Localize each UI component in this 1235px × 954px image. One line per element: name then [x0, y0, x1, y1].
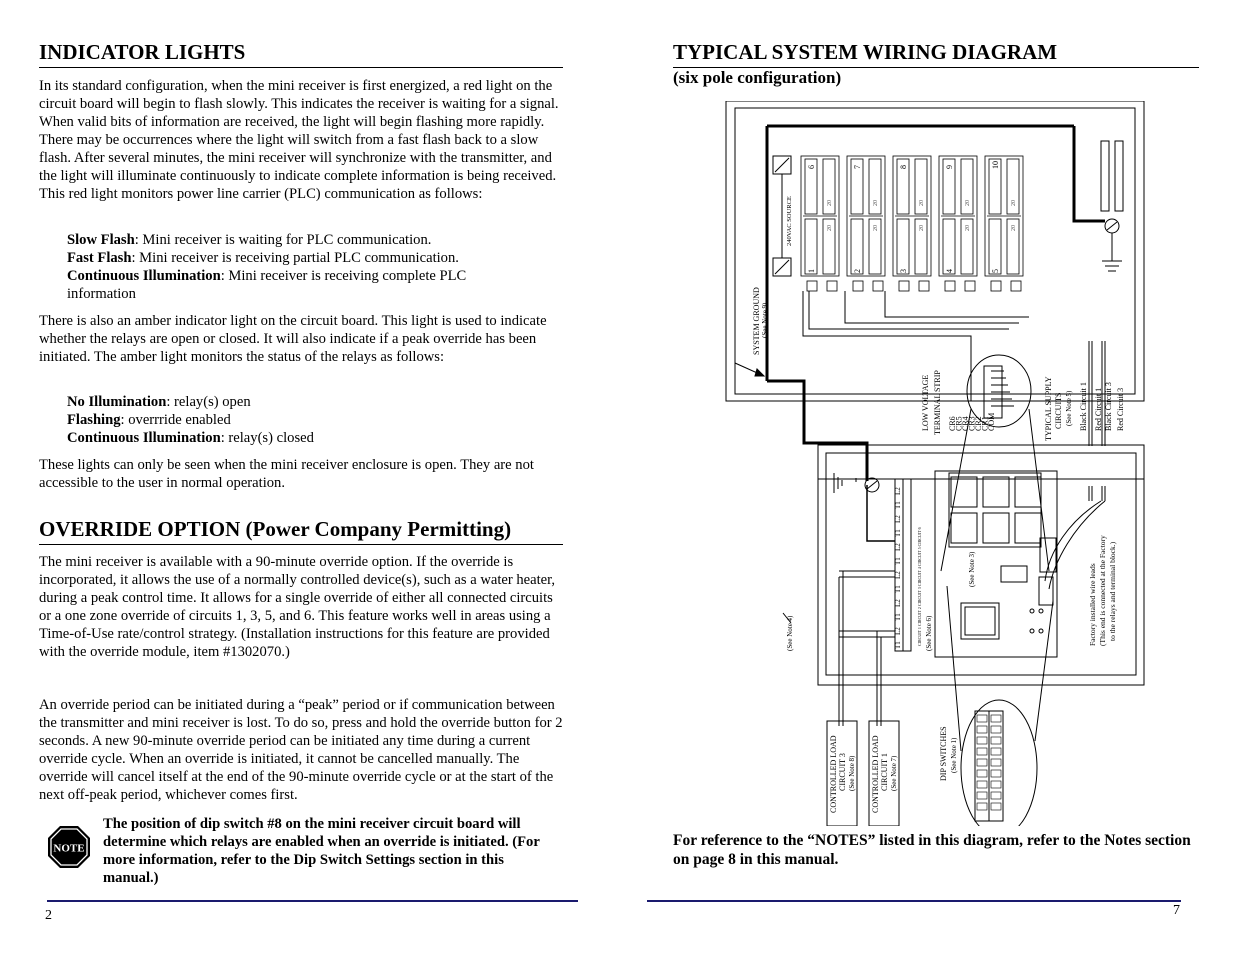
left-page	[39, 0, 563, 954]
breaker-rating: 20	[827, 200, 833, 206]
visibility-text: These lights can only be seen when the mini receiver enclosure is open. They are not accessible to the user in normal operation.	[39, 457, 534, 491]
see-note-3: (See Note 3)	[968, 551, 976, 587]
terminal-label: CR6	[948, 416, 957, 431]
terminal-block-label: L2	[894, 627, 902, 635]
wiring-diagram	[709, 101, 1189, 831]
dip-switch-toggle	[991, 748, 1001, 755]
dip-switch-toggle	[991, 715, 1001, 722]
breaker-number-top: 9	[945, 165, 954, 169]
amber-light-states	[67, 393, 537, 447]
wiring-diagram-svg	[709, 101, 1189, 826]
see-note-6: (See Note 6)	[925, 615, 933, 651]
override-para-1: The mini receiver is available with a 90-minute override option. If the override is incorporated, it allows the use of a normally controlled device(s), such as a water heater, during a peak control time. It allows for a single override of either all connected circuits or a one zone override of circuits 1, 3, 5, and 6. This feature works well in areas using a Time-of-Use rate/control strategy. (Installation instructions for this feature are provided with the override module, item #1302070.)	[39, 554, 556, 660]
wiring-heading: TYPICAL SYSTEM WIRING DIAGRAM	[673, 40, 1199, 68]
screw-terminal	[873, 281, 883, 291]
terminal-block-label: L2	[894, 543, 902, 551]
breaker-rating: 20	[873, 200, 879, 206]
red-state-slow: Slow Flash: Mini receiver is waiting for PLC communication.	[67, 232, 432, 248]
terminal-label: COM	[987, 412, 996, 431]
terminal-block-label: T1	[894, 501, 902, 509]
dip-switch-toggle	[991, 759, 1001, 766]
red-circuit-1: Red Circuit 1	[1094, 387, 1103, 431]
note-text: The position of dip switch #8 on the mini receiver circuit board will determine which relays are enabled when an override is initiated. (For more information, refer to the Dip Switch Settings section in this manual.)	[103, 816, 540, 886]
breaker-number-bottom: 1	[807, 269, 816, 273]
breaker-bank	[801, 156, 1023, 291]
dip-switch-toggle	[991, 737, 1001, 744]
factory-leads-2: (This end is connected at the Factory	[1098, 535, 1107, 646]
dip-switch-toggle	[991, 770, 1001, 777]
amber-state-flashing: Flashing: overrride enabled	[67, 412, 231, 428]
dip-switch-toggle	[991, 803, 1001, 810]
breaker-number-top: 7	[853, 165, 862, 169]
note-icon-label: NOTE	[53, 842, 85, 855]
black-circuit-1: Black Circuit 1	[1079, 382, 1088, 431]
breaker-rating: 20	[919, 225, 925, 231]
screw-terminal	[899, 281, 909, 291]
override-para-2: An override period can be initiated during a “peak” period or if communication between the transmitter and mini receiver is lost. To do so, press and hold the override button for 2 seconds. A new 90-minute override period can be initiated any time during a current override cycle. When an override is initiated, it cannot be cancelled manually. The override will cancel itself at the end of the 90-minute override cycle or at the start of the next off-peak period, whichever comes first.	[39, 697, 563, 803]
dip-switch-toggle	[977, 792, 987, 799]
breaker-pole	[989, 219, 1001, 274]
screw-terminal	[1011, 281, 1021, 291]
breaker-number-bottom: 5	[991, 269, 1000, 273]
terminal-block-label: T1	[894, 557, 902, 565]
breaker-rating: 20	[965, 225, 971, 231]
load1-label-1: CONTROLLED LOAD	[871, 735, 880, 813]
supply-label-2: CIRCUITS	[1054, 392, 1063, 429]
terminal-label: CR4	[961, 416, 970, 431]
indicator-intro: In its standard configuration, when the mini receiver is first energized, a red light on the circuit board will begin to flash slowly. This indicates the receiver is waiting for a signal. When valid bits of information are received, the light will begin flashing more rapidly. There may be occurrences where the light will switch from a fast flash back to a slow flash. After several minutes, the mini receiver will synchronize with the transmitter, and the light will illuminate continuously to indicate complete information is being received. This red light monitors power line carrier (PLC) communication as follows:	[39, 78, 559, 202]
wiring-subheading: (six pole configuration)	[673, 68, 842, 87]
dip-switch-toggle	[977, 726, 987, 733]
breaker-number-bottom: 2	[853, 269, 862, 273]
see-note-4: (See Note 4)	[786, 615, 794, 651]
breaker-rating: 20	[1011, 200, 1017, 206]
factory-leads-3: to the relays and terminal block.)	[1108, 541, 1117, 641]
amber-state-none: No Illumination: relay(s) open	[67, 394, 251, 410]
terminal-block-label: T1	[894, 529, 902, 537]
dip-switch-toggle	[977, 770, 987, 777]
terminal-strip-label: TERMINAL STRIP	[933, 370, 942, 435]
amber-intro: There is also an amber indicator light on the circuit board. This light is used to indicate whether the relays are open or closed. It will also indicate if a peak override has been initiated. The amber light monitors the status of the relays as follows:	[39, 313, 547, 365]
red-circuit-3: Red Circuit 3	[1116, 387, 1125, 431]
load3-label-3: (See Note 8)	[848, 755, 856, 791]
supply-label-3: (See Note 5)	[1065, 390, 1073, 426]
terminal-labels	[948, 413, 996, 431]
dip-switch-toggle	[991, 781, 1001, 788]
breaker-number-bottom: 3	[899, 269, 908, 273]
breaker-rating: 20	[827, 225, 833, 231]
terminal-block-label: T1	[894, 585, 902, 593]
terminal-block-label: L2	[894, 487, 902, 495]
breaker-number-top: 10	[991, 161, 1000, 169]
system-ground-note: (See Note 9)	[761, 302, 769, 338]
terminal-label: CR2	[974, 416, 983, 431]
dip-switch-toggle	[977, 737, 987, 744]
dip-label-1: DIP SWITCHES	[939, 726, 948, 781]
amber-state-continuous: Continuous Illumination: relay(s) closed	[67, 430, 314, 446]
factory-leads-1: Factory installed wire leads	[1088, 563, 1097, 646]
footer-rule	[47, 900, 578, 902]
override-heading: OVERRIDE OPTION (Power Company Permitting)	[39, 517, 563, 545]
right-page	[673, 0, 1199, 954]
load3-label-2: CIRCUIT 3	[838, 753, 847, 791]
screw-terminal	[853, 281, 863, 291]
screw-terminal	[919, 281, 929, 291]
breaker-pole	[943, 219, 955, 274]
source-label: 240VAC SOURCE	[786, 196, 793, 246]
load1-label-2: CIRCUIT 1	[880, 753, 889, 791]
terminal-block-label: T1	[894, 641, 902, 649]
terminal-block-label: L2	[894, 599, 902, 607]
black-circuit-3: Black Circuit 3	[1104, 382, 1113, 431]
breaker-rating: 20	[919, 200, 925, 206]
breaker-number-top: 6	[807, 165, 816, 169]
screw-terminal	[827, 281, 837, 291]
dip-switch-toggle	[977, 781, 987, 788]
terminal-block-label: L2	[894, 515, 902, 523]
dip-label-2: (See Note 1)	[950, 737, 958, 773]
red-light-states	[67, 231, 537, 303]
breaker-rating: 20	[873, 225, 879, 231]
breaker-rating: 20	[965, 200, 971, 206]
red-state-continuous: Continuous Illumination: Mini receiver is receiving complete PLC information	[67, 268, 467, 302]
breaker-number-top: 8	[899, 165, 908, 169]
reference-note: For reference to the “NOTES” listed in this diagram, refer to the Notes section on page 8 in this manual.	[673, 832, 1191, 868]
dip-switch-toggle	[977, 748, 987, 755]
screw-terminal	[807, 281, 817, 291]
indicator-heading: INDICATOR LIGHTS	[39, 40, 563, 68]
dip-switch-toggle	[991, 792, 1001, 799]
circuit-labels: CIRCUIT 1 CIRCUIT 2 CIRCUIT 3 CIRCUIT 4 CIRCUIT 5 CIRCUIT 6	[917, 527, 922, 646]
terminal-block-label: L2	[894, 571, 902, 579]
breaker-rating: 20	[1011, 225, 1017, 231]
screw-terminal	[965, 281, 975, 291]
terminal-label: CR1	[980, 416, 990, 431]
screw-terminal	[945, 281, 955, 291]
dip-switch-toggle	[977, 715, 987, 722]
page-number: 2	[45, 908, 52, 923]
breaker-pole	[851, 219, 863, 274]
terminal-block-label: T1	[894, 613, 902, 621]
main-panel	[726, 101, 1144, 401]
breaker-number-bottom: 4	[945, 269, 954, 273]
note-callout	[47, 815, 563, 887]
load3-label-1: CONTROLLED LOAD	[829, 735, 838, 813]
breaker-pole	[805, 219, 817, 274]
dip-switch-toggle	[991, 726, 1001, 733]
supply-label-1: TYPICAL SUPPLY	[1044, 376, 1053, 441]
breaker-pole	[897, 219, 909, 274]
load1-label-3: (See Note 7)	[890, 755, 898, 791]
screw-terminal	[991, 281, 1001, 291]
terminal-label: CR3	[967, 416, 977, 431]
dip-switch-toggle	[977, 803, 987, 810]
terminal-label: CR5	[954, 416, 964, 431]
red-state-fast: Fast Flash: Mini receiver is receiving partial PLC communication.	[67, 250, 459, 266]
low-voltage-label: LOW VOLTAGE	[921, 374, 930, 431]
stop-sign-icon	[47, 825, 91, 869]
footer-rule-right	[647, 900, 1181, 902]
page-number-right: 7	[1173, 903, 1180, 918]
dip-switch-toggle	[977, 759, 987, 766]
system-ground-label: SYSTEM GROUND	[752, 287, 761, 355]
